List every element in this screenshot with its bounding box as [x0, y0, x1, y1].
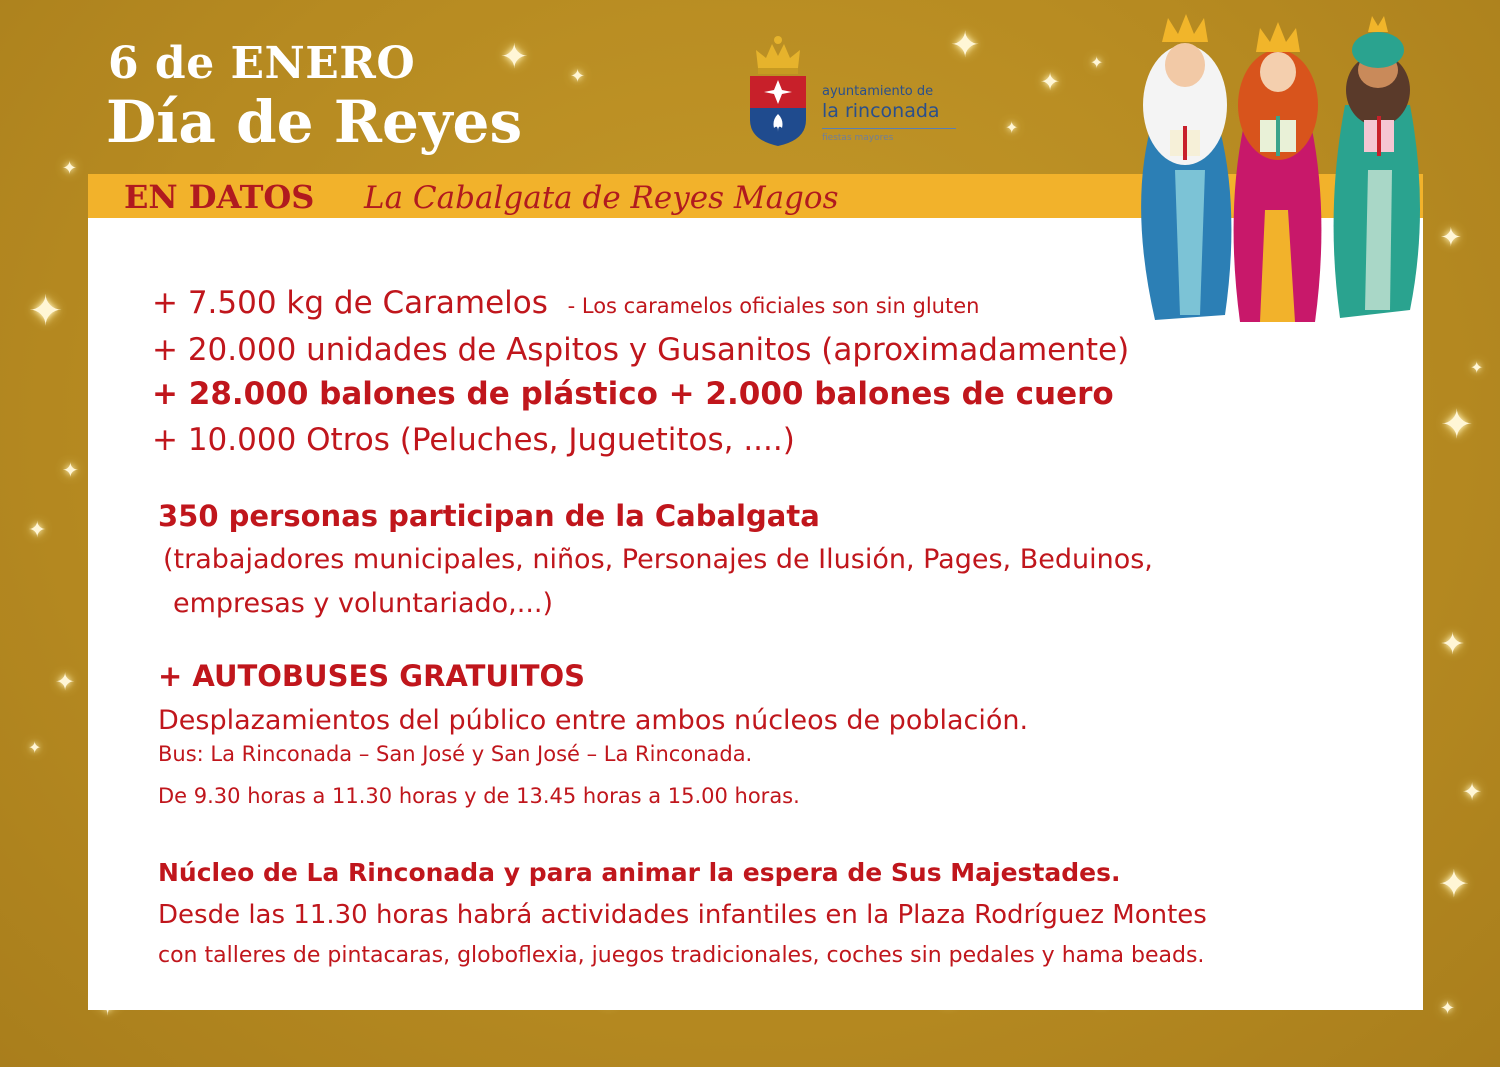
buses-heading: + AUTOBUSES GRATUITOS: [158, 659, 586, 693]
band-subtitle: La Cabalgata de Reyes Magos: [364, 180, 839, 216]
sparkle-icon: ✦: [950, 25, 981, 66]
logo-line-2: la rinconada: [822, 100, 940, 122]
crown-icon: [756, 36, 800, 74]
logo-line-1: ayuntamiento de: [822, 84, 934, 99]
king-gaspar: [1234, 22, 1322, 322]
sparkle-icon: ✦: [1438, 862, 1470, 906]
logo-line-3: fiestas mayores: [822, 133, 894, 143]
buses-line-2: Bus: La Rinconada – San José y San José – La Rinconada.: [158, 742, 753, 766]
balones-item: + 28.000 balones de plástico + 2.000 balones de cuero: [152, 376, 1114, 412]
sparkle-icon: ✦: [500, 37, 529, 77]
sparkle-icon: ✦: [1005, 118, 1019, 137]
king-baltasar: [1334, 16, 1420, 318]
logo-divider: [822, 128, 956, 129]
participants-line-2: empresas y voluntariado,...): [173, 588, 554, 619]
caramelos-item: [152, 285, 979, 321]
sparkle-icon: ✦: [1470, 358, 1484, 377]
sparkle-icon: ✦: [28, 286, 64, 335]
band-title: EN DATOS: [124, 178, 315, 216]
event-date: 6 de ENERO: [108, 38, 416, 89]
nucleo-line-2: con talleres de pintacaras, globoflexia, juegos tradicionales, coches sin pedales y hama beads.: [158, 943, 1205, 968]
nucleo-line-1: Desde las 11.30 horas habrá actividades infantiles en la Plaza Rodríguez Montes: [158, 900, 1207, 930]
caramelos-text: + 7.500 kg de Caramelos: [152, 285, 548, 321]
sparkle-icon: ✦: [1462, 778, 1483, 806]
sparkle-icon: ✦: [62, 458, 79, 482]
page-title: Día de Reyes: [106, 88, 523, 156]
sparkle-icon: ✦: [1440, 402, 1474, 448]
aspitos-item: + 20.000 unidades de Aspitos y Gusanitos (aproximadamente): [152, 332, 1130, 368]
caramelos-note: - Los caramelos oficiales son sin gluten: [567, 294, 980, 318]
sparkle-icon: ✦: [55, 668, 76, 696]
sparkle-icon: ✦: [1090, 53, 1104, 72]
participants-line-1: (trabajadores municipales, niños, Personajes de Ilusión, Pages, Beduinos,: [163, 544, 1153, 575]
sparkle-icon: ✦: [1040, 68, 1061, 96]
three-kings-illustration: [1110, 10, 1450, 330]
participants-heading: 350 personas participan de la Cabalgata: [158, 499, 820, 533]
nucleo-heading: Núcleo de La Rinconada y para animar la espera de Sus Majestades.: [158, 858, 1121, 887]
buses-line-1: Desplazamientos del público entre ambos núcleos de población.: [158, 705, 1029, 736]
sparkle-icon: ✦: [570, 66, 586, 87]
sparkle-icon: ✦: [28, 518, 47, 543]
sparkle-icon: ✦: [1440, 627, 1466, 662]
buses-line-3: De 9.30 horas a 11.30 horas y de 13.45 horas a 15.00 horas.: [158, 784, 800, 808]
sparkle-icon: ✦: [1440, 998, 1456, 1019]
king-melchor: [1141, 14, 1231, 320]
sparkle-icon: ✦: [62, 158, 78, 179]
sparkle-icon: ✦: [28, 738, 42, 757]
otros-item: + 10.000 Otros (Peluches, Juguetitos, ....): [152, 422, 795, 458]
sparkle-icon: ✦: [1440, 223, 1462, 253]
